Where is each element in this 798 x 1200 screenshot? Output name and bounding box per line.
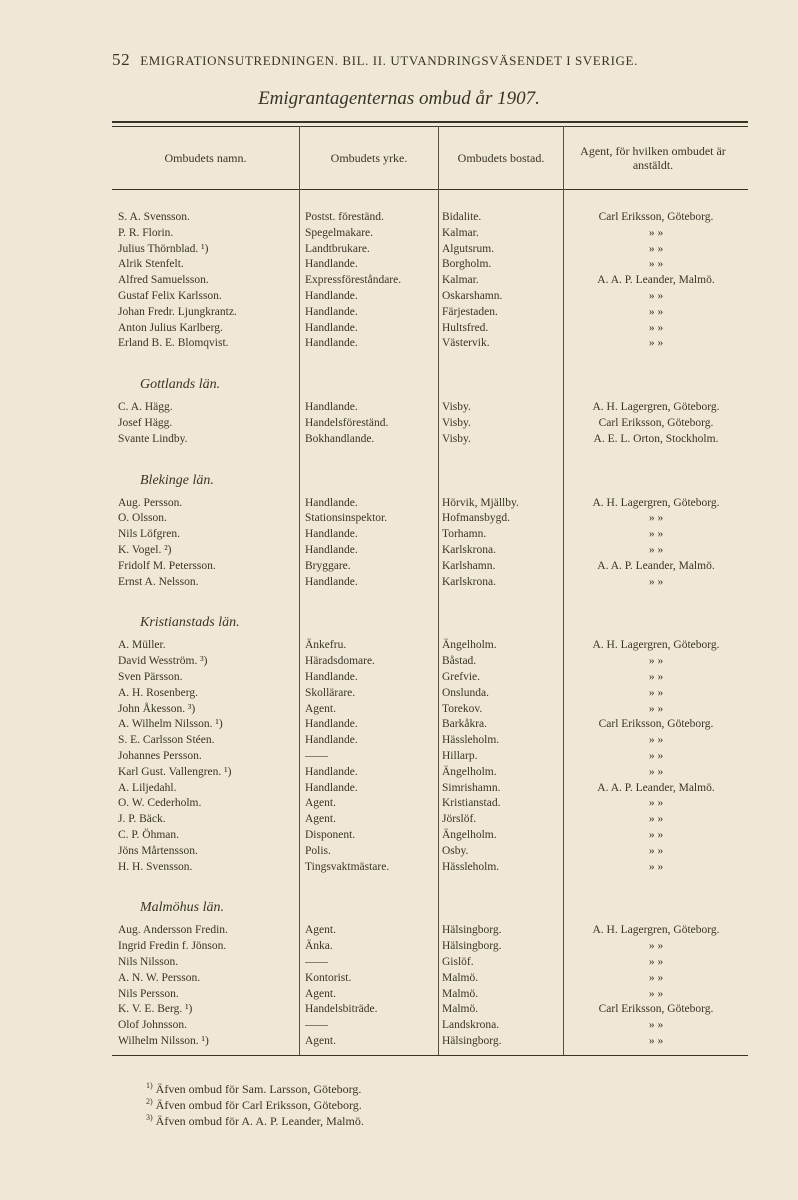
cell-agent: A. H. Lagergren, Göteborg. <box>592 496 720 509</box>
cell-occupation: Kontorist. <box>305 971 352 984</box>
cell-agent: A. H. Lagergren, Göteborg. <box>592 401 720 414</box>
cell-agent: » » <box>648 258 664 271</box>
table-row <box>112 732 748 748</box>
cell-occupation: Handlande. <box>305 290 358 302</box>
cell-name: C. P. Öhman. <box>118 829 180 841</box>
cell-agent: » » <box>648 797 664 810</box>
table-row <box>112 415 748 431</box>
table-row <box>112 542 748 558</box>
cell-residence: Ängelholm. <box>442 765 497 778</box>
cell-residence: Hälsingborg. <box>442 940 502 953</box>
cell-agent: A. E. L. Orton, Stockholm. <box>593 432 719 445</box>
running-head <box>112 50 752 70</box>
table-row <box>112 685 748 701</box>
cell-occupation: Landtbrukare. <box>305 242 370 255</box>
cell-residence: Hässleholm. <box>442 734 500 747</box>
cell-name: Ingrid Fredin f. Jönson. <box>118 940 227 953</box>
agents-table <box>112 121 748 1056</box>
cell-agent: » » <box>648 860 664 873</box>
section-heading: Malmöhus län. <box>140 900 224 916</box>
footnote-text: Äfven ombud för Carl Eriksson, Göteborg. <box>152 1098 362 1112</box>
cell-name: A. N. W. Persson. <box>118 971 201 984</box>
cell-residence: Ängelholm. <box>442 829 497 841</box>
cell-residence: Karlskrona. <box>442 544 496 556</box>
cell-agent: » » <box>648 844 664 857</box>
cell-occupation: Handlande. <box>305 544 358 556</box>
cell-occupation: Tingsvaktmästare. <box>305 860 390 873</box>
cell-occupation: Häradsdomare. <box>305 655 375 668</box>
header-residence: Ombudets bostad. <box>457 151 545 165</box>
table-row <box>112 780 748 796</box>
cell-occupation: Änkefru. <box>305 639 347 652</box>
footnote <box>146 1110 364 1129</box>
cell-name: Aug. Persson. <box>118 496 183 509</box>
cell-occupation: Änka. <box>305 940 333 953</box>
cell-occupation: Handlande. <box>305 337 358 350</box>
cell-residence: Kalmar. <box>442 274 479 287</box>
cell-occupation: Expressföreståndare. <box>305 274 402 287</box>
cell-occupation: Agent. <box>305 702 336 715</box>
cell-agent: » » <box>648 290 664 302</box>
cell-residence: Malmö. <box>442 1003 479 1016</box>
cell-agent: » » <box>648 686 664 699</box>
page-number: 52 <box>112 50 131 69</box>
table-row <box>112 938 748 954</box>
cell-agent: » » <box>648 671 664 683</box>
cell-name: C. A. Hägg. <box>118 401 173 414</box>
cell-agent: » » <box>648 575 664 588</box>
cell-name: Nils Nilsson. <box>118 956 179 968</box>
cell-name: Jöns Mårtensson. <box>118 844 198 857</box>
cell-occupation: Handlande. <box>305 496 358 509</box>
cell-residence: Gislöf. <box>442 956 474 968</box>
cell-occupation: Handlande. <box>305 734 358 747</box>
cell-residence: Karlskrona. <box>442 575 496 588</box>
cell-residence: Karlshamn. <box>442 559 496 572</box>
cell-name: S. A. Svensson. <box>118 211 190 223</box>
cell-agent: A. A. P. Leander, Malmö. <box>597 781 715 794</box>
cell-residence: Malmö. <box>442 971 479 984</box>
cell-agent: » » <box>648 1019 664 1032</box>
cell-occupation: Handlande. <box>305 718 358 731</box>
cell-name: Fridolf M. Petersson. <box>118 559 216 572</box>
cell-occupation: Bokhandlande. <box>305 432 375 445</box>
cell-agent: » » <box>648 337 664 350</box>
table-row <box>112 637 748 653</box>
table-row <box>112 669 748 685</box>
table-row <box>112 1001 748 1017</box>
cell-name: A. Wilhelm Nilsson. ¹) <box>118 718 223 731</box>
cell-residence: Färjestaden. <box>442 305 498 318</box>
cell-residence: Barkåkra. <box>442 718 488 731</box>
cell-occupation: Agent. <box>305 797 336 810</box>
cell-agent: » » <box>648 956 664 968</box>
cell-occupation: Handlande. <box>305 781 358 794</box>
table-row <box>112 209 748 225</box>
table-row <box>112 653 748 669</box>
cell-agent: Carl Eriksson, Göteborg. <box>598 1003 714 1016</box>
cell-residence: Kalmar. <box>442 226 479 239</box>
cell-agent: » » <box>648 1035 664 1047</box>
cell-agent: A. H. Lagergren, Göteborg. <box>592 924 720 937</box>
cell-residence: Kristianstad. <box>442 797 501 810</box>
cell-name: Anton Julius Karlberg. <box>118 321 223 334</box>
table-row <box>112 241 748 257</box>
table-row <box>112 335 748 351</box>
cell-occupation: Bryggare. <box>305 559 351 572</box>
cell-residence: Ängelholm. <box>442 639 497 652</box>
cell-residence: Malmö. <box>442 987 479 1000</box>
cell-name: Sven Pärsson. <box>118 671 183 683</box>
cell-occupation: Spegelmakare. <box>305 226 374 239</box>
table-row <box>112 859 748 875</box>
cell-occupation: Handlande. <box>305 528 358 541</box>
cell-agent: Carl Eriksson, Göteborg. <box>598 718 714 731</box>
table-row <box>112 272 748 288</box>
cell-occupation: Stationsinspektor. <box>305 512 388 525</box>
table-row <box>112 843 748 859</box>
cell-agent: » » <box>648 512 664 525</box>
table-row <box>112 764 748 780</box>
cell-agent: A. A. P. Leander, Malmö. <box>597 274 715 287</box>
cell-name: Olof Johnsson. <box>118 1019 188 1032</box>
table-row <box>112 795 748 811</box>
cell-residence: Visby. <box>442 432 471 445</box>
cell-residence: Hälsingborg. <box>442 1035 502 1047</box>
header-occupation: Ombudets yrke. <box>330 151 408 165</box>
table-row <box>112 954 748 970</box>
cell-occupation: —— <box>305 1019 328 1032</box>
cell-name: J. P. Bäck. <box>118 813 166 826</box>
footnote-mark: 1) <box>146 1081 153 1090</box>
cell-agent: » » <box>648 765 664 778</box>
cell-residence: Visby. <box>442 401 471 414</box>
section-heading: Blekinge län. <box>140 472 214 488</box>
table-row <box>112 986 748 1002</box>
cell-name: Aug. Andersson Fredin. <box>118 924 228 937</box>
table-row <box>112 970 748 986</box>
cell-residence: Hultsfred. <box>442 321 489 334</box>
cell-name: A. H. Rosenberg. <box>118 686 198 699</box>
cell-occupation: Handlande. <box>305 321 358 334</box>
cell-agent: » » <box>648 702 664 715</box>
running-head-text: EMIGRATIONSUTREDNINGEN. BIL. II. UTVANDRINGSVÄSENDET I SVERIGE. <box>140 53 638 68</box>
cell-agent: Carl Eriksson, Göteborg. <box>598 211 714 223</box>
cell-name: K. V. E. Berg. ¹) <box>118 1003 193 1016</box>
cell-occupation: Agent. <box>305 1035 336 1047</box>
table-row <box>112 304 748 320</box>
cell-name: Karl Gust. Vallengren. ¹) <box>118 765 232 778</box>
footnote-mark: 3) <box>146 1113 153 1122</box>
section-heading: Kristianstads län. <box>140 615 240 631</box>
cell-residence: Hillarp. <box>442 750 478 762</box>
cell-name: O. W. Cederholm. <box>118 797 202 810</box>
cell-occupation: —— <box>305 750 328 762</box>
cell-agent: A. A. P. Leander, Malmö. <box>597 559 715 572</box>
cell-residence: Hälsingborg. <box>442 924 502 937</box>
table-row <box>112 510 748 526</box>
cell-residence: Visby. <box>442 417 471 429</box>
cell-occupation: Agent. <box>305 813 336 826</box>
section-heading: Gottlands län. <box>140 377 221 393</box>
cell-name: A. Müller. <box>118 639 166 652</box>
table-row <box>112 811 748 827</box>
cell-agent: » » <box>648 813 664 826</box>
cell-occupation: Disponent. <box>305 829 356 841</box>
cell-residence: Oskarshamn. <box>442 290 503 302</box>
cell-occupation: Handlande. <box>305 258 358 271</box>
cell-name: Nils Persson. <box>118 987 179 1000</box>
cell-occupation: Handlande. <box>305 401 358 414</box>
table-row <box>112 526 748 542</box>
cell-residence: Borgholm. <box>442 258 492 271</box>
cell-name: K. Vogel. ²) <box>118 544 172 556</box>
table-header <box>112 126 748 190</box>
cell-agent: » » <box>648 971 664 984</box>
cell-occupation: Skollärare. <box>305 686 356 699</box>
header-name: Ombudets namn. <box>164 151 247 165</box>
table-row <box>112 827 748 843</box>
footnote-text: Äfven ombud för Sam. Larsson, Göteborg. <box>152 1082 362 1096</box>
cell-residence: Torhamn. <box>442 528 487 541</box>
cell-agent: » » <box>648 321 664 334</box>
table-row <box>112 1017 748 1033</box>
cell-agent: » » <box>648 655 664 668</box>
cell-name: Johannes Persson. <box>118 750 202 762</box>
cell-name: H. H. Svensson. <box>118 860 193 873</box>
cell-agent: Carl Eriksson, Göteborg. <box>598 417 714 429</box>
table-title: Emigrantagenternas ombud år 1907. <box>258 88 540 109</box>
table-row <box>112 748 748 764</box>
cell-residence: Hörvik, Mjällby. <box>442 496 519 509</box>
table-row <box>112 574 748 590</box>
table-row <box>112 320 748 336</box>
cell-occupation: Handlande. <box>305 765 358 778</box>
cell-occupation: Handelsbiträde. <box>305 1003 378 1016</box>
header-agent: Agent, för hvilken ombudet är anstäldt. <box>580 144 726 172</box>
cell-residence: Hofmansbygd. <box>442 512 511 525</box>
table-row <box>112 1033 748 1049</box>
cell-name: Svante Lindby. <box>118 432 188 445</box>
cell-name: John Åkesson. ³) <box>118 702 196 715</box>
table-row <box>112 256 748 272</box>
table-row <box>112 288 748 304</box>
table-row <box>112 701 748 717</box>
cell-name: Gustaf Felix Karlsson. <box>118 290 222 302</box>
cell-name: Alfred Samuelsson. <box>118 274 209 287</box>
cell-residence: Torekov. <box>442 702 483 715</box>
cell-agent: » » <box>648 987 664 1000</box>
cell-occupation: Agent. <box>305 924 336 937</box>
cell-agent: » » <box>648 940 664 953</box>
cell-occupation: Agent. <box>305 987 336 1000</box>
table-row <box>112 716 748 732</box>
cell-residence: Västervik. <box>442 337 490 350</box>
cell-name: Nils Löfgren. <box>118 528 180 541</box>
cell-residence: Båstad. <box>442 655 477 668</box>
cell-residence: Jörslöf. <box>442 813 477 826</box>
cell-agent: » » <box>648 829 664 841</box>
cell-name: A. Liljedahl. <box>118 781 177 794</box>
cell-agent: » » <box>648 242 664 255</box>
cell-occupation: Polis. <box>305 844 331 857</box>
table-row <box>112 558 748 574</box>
table-row <box>112 495 748 511</box>
footnote-text: Äfven ombud för A. A. P. Leander, Malmö. <box>152 1114 364 1128</box>
cell-name: Erland B. E. Blomqvist. <box>118 337 229 350</box>
cell-occupation: Handlande. <box>305 575 358 588</box>
cell-residence: Simrishamn. <box>442 781 501 794</box>
cell-name: Julius Thörnblad. ¹) <box>118 242 209 255</box>
cell-agent: » » <box>648 305 664 318</box>
cell-occupation: —— <box>305 956 328 968</box>
cell-residence: Landskrona. <box>442 1019 500 1032</box>
cell-occupation: Handlande. <box>305 305 358 318</box>
footnote-mark: 2) <box>146 1097 153 1106</box>
cell-residence: Bidalite. <box>442 211 482 223</box>
table-row <box>112 922 748 938</box>
cell-agent: » » <box>648 544 664 556</box>
cell-name: S. E. Carlsson Stéen. <box>118 734 215 747</box>
cell-occupation: Postst. föreständ. <box>305 211 384 223</box>
cell-name: Johan Fredr. Ljungkrantz. <box>118 305 237 318</box>
cell-residence: Osby. <box>442 844 469 857</box>
cell-residence: Onslunda. <box>442 686 489 699</box>
cell-residence: Algutsrum. <box>442 242 495 255</box>
cell-occupation: Handelsföreständ. <box>305 417 389 429</box>
cell-name: O. Olsson. <box>118 512 167 525</box>
cell-name: Ernst A. Nelsson. <box>118 575 199 588</box>
cell-name: Alrik Stenfelt. <box>118 258 184 271</box>
cell-agent: » » <box>648 528 664 541</box>
table-row <box>112 431 748 447</box>
cell-occupation: Handlande. <box>305 671 358 683</box>
cell-residence: Hässleholm. <box>442 860 500 873</box>
cell-name: David Wesström. ³) <box>118 655 208 668</box>
cell-name: Wilhelm Nilsson. ¹) <box>118 1035 209 1047</box>
cell-name: P. R. Florin. <box>118 226 174 239</box>
cell-agent: » » <box>648 750 664 762</box>
table-row <box>112 399 748 415</box>
table-row <box>112 225 748 241</box>
cell-residence: Grefvie. <box>442 671 480 683</box>
cell-name: Josef Hägg. <box>118 417 173 429</box>
cell-agent: » » <box>648 734 664 747</box>
cell-agent: » » <box>648 226 664 239</box>
cell-agent: A. H. Lagergren, Göteborg. <box>592 639 720 652</box>
